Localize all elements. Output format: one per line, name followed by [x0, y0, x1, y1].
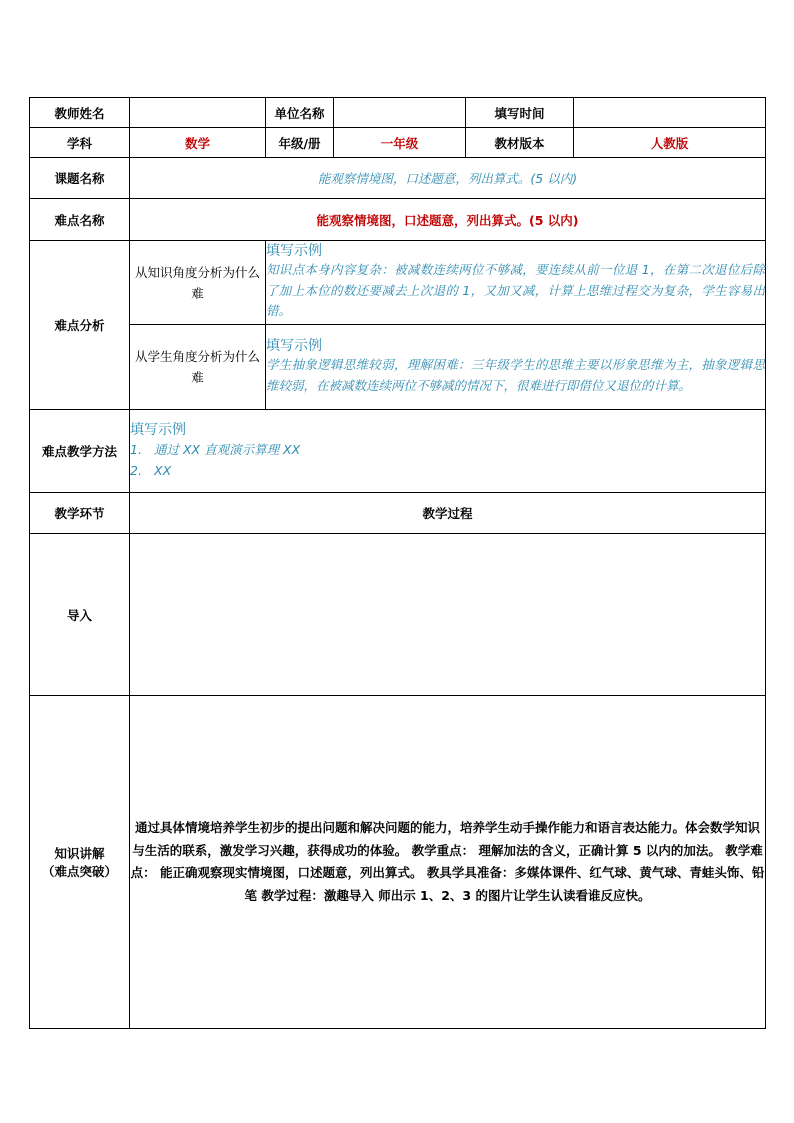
knowledge-angle-label: 从知识角度分析为什么难	[130, 241, 266, 325]
teacher-name-field[interactable]	[130, 98, 266, 128]
subject-value[interactable]: 数学	[130, 128, 266, 158]
method-list	[130, 439, 765, 481]
knowledge-label	[30, 696, 130, 1029]
topic-value[interactable]: 能观察情境图，口述题意，列出算式。(5 以内)	[130, 158, 766, 199]
intro-label: 导入	[30, 534, 130, 696]
unit-name-field[interactable]	[334, 98, 466, 128]
example-heading: 填写示例	[130, 421, 186, 438]
row-knowledge	[30, 696, 766, 1029]
unit-name-label: 单位名称	[266, 98, 334, 128]
grade-value[interactable]: 一年级	[334, 128, 466, 158]
edition-label: 教材版本	[466, 128, 574, 158]
teaching-step-header: 教学环节	[30, 493, 130, 534]
example-text: 知识点本身内容复杂：被减数连续两位不够减，要连续从前一位退 1，在第二次退位后除了加上本位的数还要减去上次退的 1，又加又减，计算上思维过程交为复杂，学生容易出错。	[266, 262, 765, 319]
difficulty-label: 难点名称	[30, 199, 130, 241]
student-angle-label: 从学生角度分析为什么难	[130, 325, 266, 410]
edition-value[interactable]: 人教版	[574, 128, 766, 158]
knowledge-angle-field[interactable]	[266, 241, 766, 325]
row-topic	[30, 158, 766, 199]
row-analysis-knowledge	[30, 241, 766, 325]
row-difficulty	[30, 199, 766, 241]
fill-time-field[interactable]	[574, 98, 766, 128]
subject-label: 学科	[30, 128, 130, 158]
difficulty-value[interactable]: 能观察情境图，口述题意，列出算式。(5 以内)	[130, 199, 766, 241]
method-item: 2. XX	[130, 462, 172, 478]
example-heading: 填写示例	[266, 243, 322, 260]
teaching-process-header: 教学过程	[130, 493, 766, 534]
knowledge-field[interactable]: 通过具体情境培养学生初步的提出问题和解决问题的能力，培养学生动手操作能力和语言表达能力。体会数学知识与生活的联系，激发学习兴趣，获得成功的体验。 教学重点： 理解加法的含义，正确计算 5 以内的加法。 教学难点： 能正确观察现实情境图，口述题意，列出算式。 教具学具准备：多媒体课件、红气球、黄气球、青蛙头饰、铅笔 教学过程：激趣导入 师出示 1、2、3 的图片让学生认读看谁反应快。	[130, 696, 766, 1029]
analysis-label: 难点分析	[30, 241, 130, 410]
method-field[interactable]	[130, 410, 766, 493]
lesson-plan-table	[29, 97, 766, 1029]
row-analysis-student	[30, 325, 766, 410]
example-text: 学生抽象逻辑思维较弱，理解困难：三年级学生的思维主要以形象思维为主，抽象逻辑思维较弱，在被减数连续两位不够减的情况下，很难进行即借位又退位的计算。	[266, 357, 765, 393]
row-teacher-info	[30, 98, 766, 128]
knowledge-label-line1: 知识讲解	[54, 846, 105, 861]
method-label: 难点教学方法	[30, 410, 130, 493]
student-angle-field[interactable]	[266, 325, 766, 410]
example-heading: 填写示例	[266, 338, 322, 354]
fill-time-label: 填写时间	[466, 98, 574, 128]
intro-field[interactable]	[130, 534, 766, 696]
row-method	[30, 410, 766, 493]
topic-label: 课题名称	[30, 158, 130, 199]
teacher-name-label: 教师姓名	[30, 98, 130, 128]
row-process-header	[30, 493, 766, 534]
row-intro	[30, 534, 766, 696]
method-item: 1. 通过 XX 直观演示算理 XX	[130, 441, 301, 457]
grade-label: 年级/册	[266, 128, 334, 158]
row-subject-info	[30, 128, 766, 158]
knowledge-label-line2: （难点突破）	[41, 864, 117, 879]
